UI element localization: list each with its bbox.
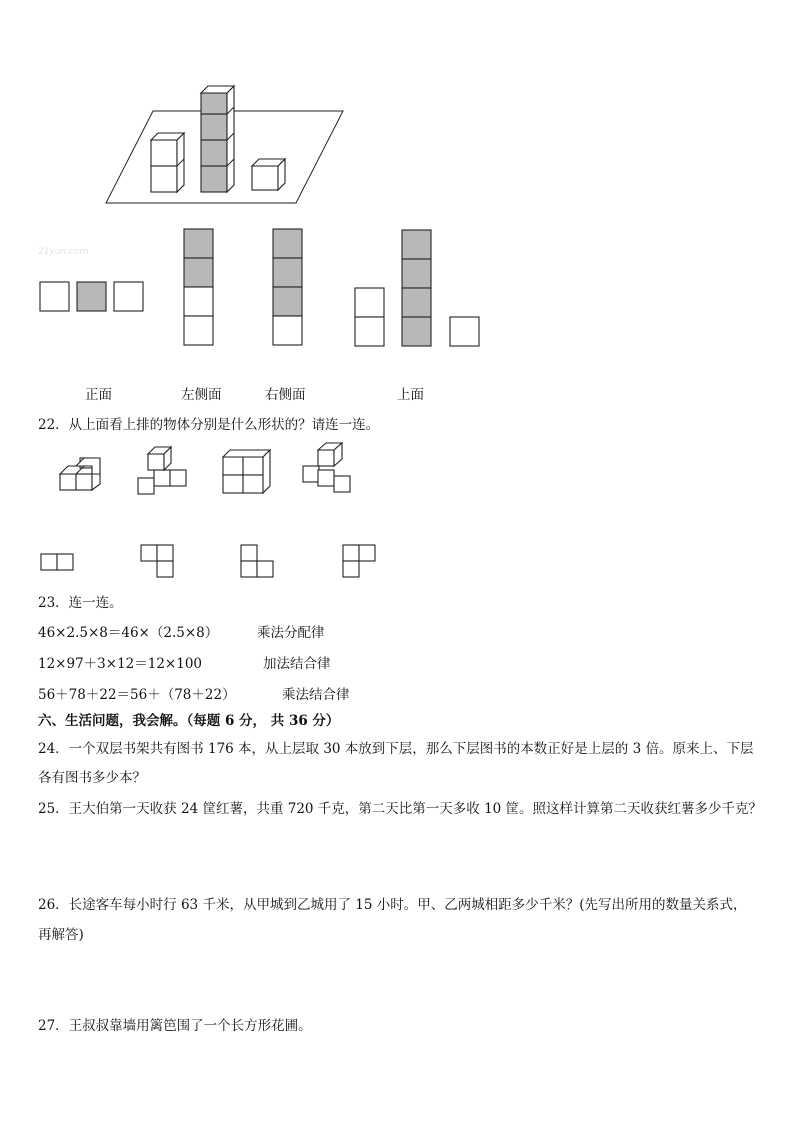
q23-law-2: 加法结合律 [263, 656, 331, 672]
q25-text: 25．王大伯第一天收获 24 筐红薯，共重 720 千克，第二天比第一天多收 10 筐。照这样计算第二天收获红薯多少千克？ [38, 801, 763, 817]
q22-objects [0, 440, 794, 510]
q22-view-3 [241, 545, 273, 577]
q23-text: 23．连一连。 [38, 595, 123, 611]
view-drawings [0, 220, 794, 360]
q22-view-1 [41, 554, 73, 570]
q22-top-views [0, 540, 794, 590]
view-label-front: 正面 [85, 387, 112, 403]
q22-text: 22．从上面看上排的物体分别是什么形状的？请连一连。 [38, 417, 380, 433]
q27-text: 27．王叔叔靠墙用篱笆围了一个长方形花圃。 [38, 1018, 312, 1034]
q22-object-1 [60, 458, 100, 490]
cube-arrangement-figure [0, 0, 794, 220]
single-cube [252, 159, 285, 190]
q22-object-3 [223, 450, 270, 493]
left-view-drawing [184, 229, 213, 345]
watermark-text: 21yun.com [38, 247, 89, 257]
q22-view-2 [141, 545, 173, 577]
q23-expr-1: 46×2.5×8＝46×（2.5×8） [38, 625, 219, 641]
q24-line-2: 各有图书多少本？ [38, 770, 146, 786]
view-label-left: 左侧面 [181, 387, 222, 403]
section-6-heading: 六、生活问题，我会解。（每题 6 分， 共 36 分） [38, 713, 340, 729]
q23-expr-3: 56＋78＋22＝56＋（78＋22） [38, 687, 236, 703]
q22-view-4 [343, 545, 375, 577]
q23-law-1: 乘法分配律 [257, 625, 325, 641]
q22-object-4 [303, 443, 350, 492]
top-view-drawing [355, 230, 479, 346]
view-label-top: 上面 [397, 387, 424, 403]
q23-law-3: 乘法结合律 [282, 687, 350, 703]
q26-line-1: 26．长途客车每小时行 63 千米，从甲城到乙城用了 15 小时。甲、乙两城相距多少千米？(先写出所用的数量关系式， [38, 897, 747, 913]
q24-line-1: 24．一个双层书架共有图书 176 本，从上层取 30 本放到下层，那么下层图书的本数正好是上层的 3 倍。原来上、下层 [38, 741, 754, 757]
view-label-right: 右侧面 [265, 387, 306, 403]
q22-object-2 [138, 447, 186, 494]
q23-expr-2: 12×97＋3×12＝12×100 [38, 656, 203, 672]
tall-cube-stack [201, 86, 234, 192]
left-cube-stack [151, 133, 184, 192]
front-view-drawing [40, 282, 143, 311]
q26-line-2: 再解答) [38, 927, 84, 943]
right-view-drawing [273, 229, 302, 345]
